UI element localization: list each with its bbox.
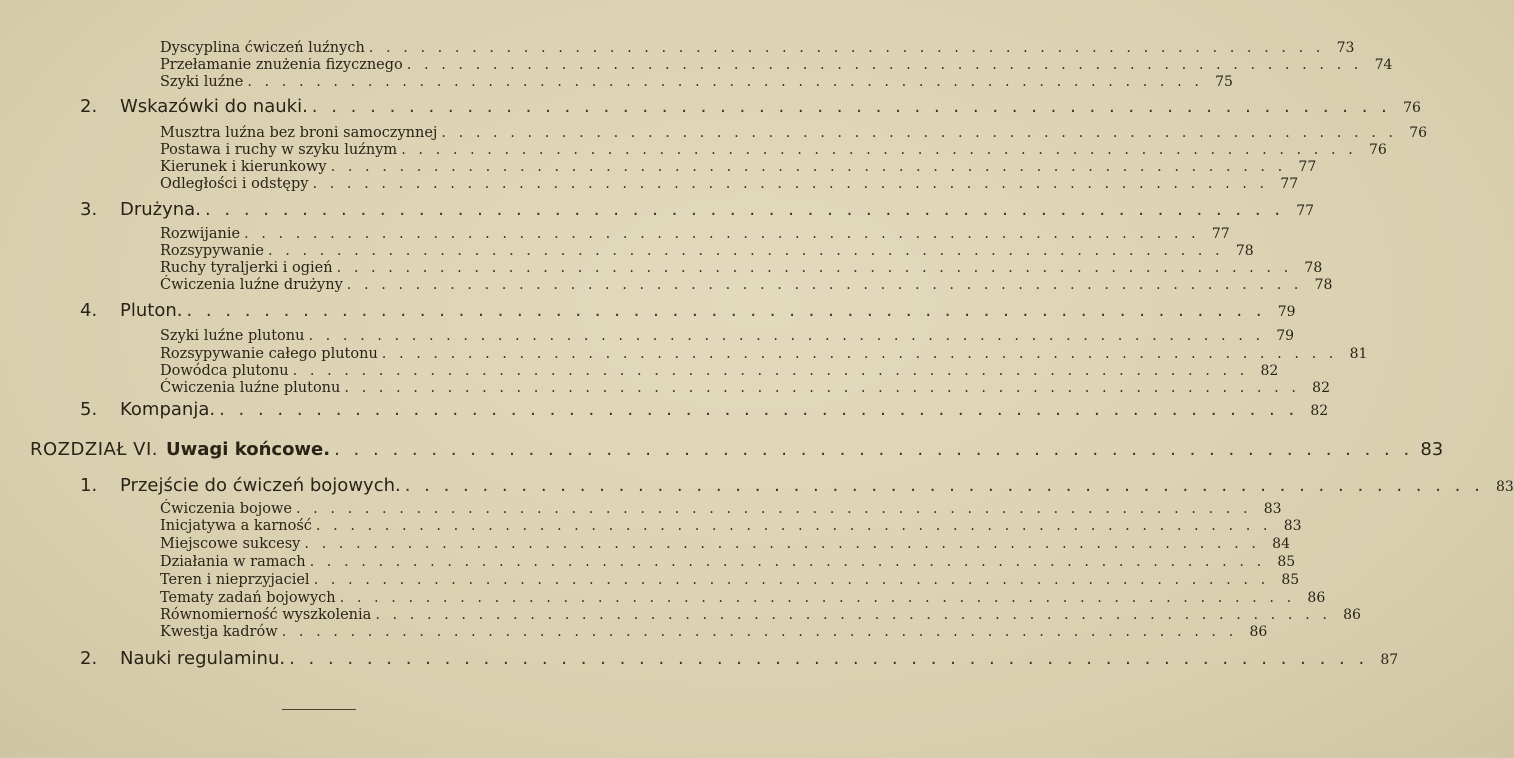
toc-entry — [160, 518, 1302, 535]
page-number: 77 — [1280, 176, 1299, 192]
page-number: 76 — [1368, 142, 1387, 158]
section-number: 1. — [80, 475, 98, 496]
page-number: 73 — [1336, 40, 1355, 56]
toc-entry — [160, 57, 1393, 74]
toc-entry — [160, 328, 1295, 345]
page-number: 87 — [1380, 652, 1399, 668]
entry-title: Działania w ramach — [160, 554, 306, 570]
entry-title: Przełamanie znużenia fizycznego — [160, 57, 403, 73]
entry-title: Ćwiczenia luźne plutonu — [160, 380, 341, 396]
leader-dots: . . . . . . . . . . . . . . . . . . . . . . . . . . . . . . . . . . . . . . . . . . . . . . . . . . . . . . . . — [406, 57, 1363, 73]
section-title: Wskazówki do nauki. — [120, 96, 308, 117]
toc-entry — [160, 277, 1333, 294]
leader-dots: . . . . . . . . . . . . . . . . . . . . . . . . . . . . . . . . . . . . . . . . . . . . . . . . . . . . . . . . — [346, 277, 1303, 293]
leader-dots: . . . . . . . . . . . . . . . . . . . . . . . . . . . . . . . . . . . . . . . . . . . . . . . . . . . . . . . . — [268, 243, 1224, 259]
leader-dots: . . . . . . . . . . . . . . . . . . . . . . . . . . . . . . . . . . . . . . . . . . . . . . . . . . . . . . . . — [313, 572, 1270, 588]
leader-dots: . . . . . . . . . . . . . . . . . . . . . . . . . . . . . . . . . . . . . . . . . . . . . . . . . . . . . . . . — [441, 125, 1398, 141]
toc-entry — [160, 572, 1300, 589]
toc-entry — [160, 74, 1233, 91]
section-number: 5. — [80, 399, 98, 420]
entry-title: Miejscowe sukcesy — [160, 536, 301, 552]
entry-title: Tematy zadań bojowych — [160, 590, 336, 606]
page-number: 83 — [1420, 439, 1444, 460]
page-number: 86 — [1307, 590, 1326, 606]
toc-section-heading — [80, 300, 1296, 322]
page-number: 86 — [1343, 607, 1361, 623]
leader-dots: . . . . . . . . . . . . . . . . . . . . . . . . . . . . . . . . . . . . . . . . . . . . . . . . . . . . . . . . — [219, 399, 1299, 420]
entry-title: Dowódca plutonu — [160, 363, 289, 379]
toc-entry — [160, 554, 1296, 571]
leader-dots: . . . . . . . . . . . . . . . . . . . . . . . . . . . . . . . . . . . . . . . . . . . . . . . . . . . . . . . . — [295, 501, 1252, 517]
toc-entry — [160, 590, 1326, 607]
page-number: 77 — [1298, 159, 1317, 175]
toc-entry — [160, 176, 1299, 193]
entry-title: Inicjatywa a karność — [160, 518, 312, 534]
entry-title: Szyki luźne — [160, 74, 244, 90]
toc-entry — [160, 40, 1355, 57]
page-number: 75 — [1215, 74, 1233, 90]
toc-section-heading — [80, 475, 1514, 497]
leader-dots: . . . . . . . . . . . . . . . . . . . . . . . . . . . . . . . . . . . . . . . . . . . . . . . . . . . . . . . . — [381, 346, 1338, 362]
page-number: 78 — [1304, 260, 1323, 276]
page-number: 83 — [1283, 518, 1302, 534]
leader-dots: . . . . . . . . . . . . . . . . . . . . . . . . . . . . . . . . . . . . . . . . . . . . . . . . . . . . . . . . — [344, 380, 1300, 396]
toc-entry — [160, 380, 1330, 397]
leader-dots: . . . . . . . . . . . . . . . . . . . . . . . . . . . . . . . . . . . . . . . . . . . . . . . . . . . . . . . . — [308, 328, 1265, 344]
page-number: 76 — [1409, 125, 1428, 141]
page-number: 77 — [1211, 226, 1230, 242]
chapter-label: ROZDZIAŁ VI. — [30, 439, 159, 460]
entry-title: Kwestja kadrów — [160, 624, 278, 640]
entry-title: Teren i nieprzyjaciel — [160, 572, 310, 588]
leader-dots: . . . . . . . . . . . . . . . . . . . . . . . . . . . . . . . . . . . . . . . . . . . . . . . . . . . . . . . . — [292, 363, 1249, 379]
section-title: Nauki regulaminu. — [120, 648, 286, 669]
toc-entry — [160, 346, 1368, 363]
section-number: 2. — [80, 96, 98, 117]
entry-title: Szyki luźne plutonu — [160, 328, 305, 344]
leader-dots: . . . . . . . . . . . . . . . . . . . . . . . . . . . . . . . . . . . . . . . . . . . . . . . . . . . . . . . . — [247, 74, 1203, 90]
toc-entry — [160, 363, 1279, 380]
leader-dots: . . . . . . . . . . . . . . . . . . . . . . . . . . . . . . . . . . . . . . . . . . . . . . . . . . . . . . . . — [339, 590, 1296, 606]
page-number: 79 — [1276, 328, 1295, 344]
leader-dots: . . . . . . . . . . . . . . . . . . . . . . . . . . . . . . . . . . . . . . . . . . . . . . . . . . . . . . . . — [289, 648, 1369, 669]
toc-entry — [160, 125, 1428, 142]
toc-entry — [160, 159, 1317, 176]
leader-dots: . . . . . . . . . . . . . . . . . . . . . . . . . . . . . . . . . . . . . . . . . . . . . . . . . . . . . . . . — [336, 260, 1293, 276]
page-number: 76 — [1403, 100, 1421, 116]
entry-title: Równomierność wyszkolenia — [160, 607, 372, 623]
page-number: 83 — [1263, 501, 1282, 517]
leader-dots: . . . . . . . . . . . . . . . . . . . . . . . . . . . . . . . . . . . . . . . . . . . . . . . . . . . . . . . . — [404, 475, 1484, 496]
entry-title: Rozsypywanie — [160, 243, 265, 259]
page-number: 82 — [1310, 403, 1329, 419]
toc-entry — [160, 226, 1230, 243]
section-title: Przejście do ćwiczeń bojowych. — [120, 475, 401, 496]
toc-entry — [160, 607, 1361, 624]
section-title: Kompanja. — [120, 399, 216, 420]
leader-dots: . . . . . . . . . . . . . . . . . . . . . . . . . . . . . . . . . . . . . . . . . . . . . . . . . . . . . . . . — [330, 159, 1287, 175]
leader-dots: . . . . . . . . . . . . . . . . . . . . . . . . . . . . . . . . . . . . . . . . . . . . . . . . . . . . . . . . — [186, 300, 1266, 321]
page-number: 81 — [1349, 346, 1368, 362]
toc-entry — [160, 624, 1268, 641]
leader-dots: . . . . . . . . . . . . . . . . . . . . . . . . . . . . . . . . . . . . . . . . . . . . . . . . . . . . . . . . — [244, 226, 1200, 242]
leader-dots: . . . . . . . . . . . . . . . . . . . . . . . . . . . . . . . . . . . . . . . . . . . . . . . . . . . . . . . . — [315, 518, 1272, 534]
leader-dots: . . . . . . . . . . . . . . . . . . . . . . . . . . . . . . . . . . . . . . . . . . . . . . . . . . . . . . . . — [204, 199, 1285, 220]
entry-title: Rozwijanie — [160, 226, 241, 242]
toc-entry — [160, 536, 1290, 553]
closing-rule — [282, 709, 356, 710]
entry-title: Ćwiczenia bojowe — [160, 501, 292, 517]
leader-dots: . . . . . . . . . . . . . . . . . . . . . . . . . . . . . . . . . . . . . . . . . . . . . . . . . . . . . . . . — [312, 176, 1269, 192]
toc-entry — [160, 142, 1387, 159]
leader-dots: . . . . . . . . . . . . . . . . . . . . . . . . . . . . . . . . . . . . . . . . . . . . . . . . . . . . . . . . — [311, 96, 1391, 117]
toc-chapter-heading — [30, 439, 1444, 461]
page-number: 83 — [1496, 479, 1514, 495]
leader-dots: . . . . . . . . . . . . . . . . . . . . . . . . . . . . . . . . . . . . . . . . . . . . . . . . . . . . . . . . — [334, 439, 1414, 460]
page-number: 86 — [1249, 624, 1268, 640]
leader-dots: . . . . . . . . . . . . . . . . . . . . . . . . . . . . . . . . . . . . . . . . . . . . . . . . . . . . . . . . — [281, 624, 1238, 640]
section-number: 2. — [80, 648, 98, 669]
leader-dots: . . . . . . . . . . . . . . . . . . . . . . . . . . . . . . . . . . . . . . . . . . . . . . . . . . . . . . . . — [375, 607, 1331, 623]
toc-entry — [160, 243, 1254, 260]
leader-dots: . . . . . . . . . . . . . . . . . . . . . . . . . . . . . . . . . . . . . . . . . . . . . . . . . . . . . . . . — [304, 536, 1260, 552]
toc-entry — [160, 501, 1282, 518]
leader-dots: . . . . . . . . . . . . . . . . . . . . . . . . . . . . . . . . . . . . . . . . . . . . . . . . . . . . . . . . — [368, 40, 1325, 56]
leader-dots: . . . . . . . . . . . . . . . . . . . . . . . . . . . . . . . . . . . . . . . . . . . . . . . . . . . . . . . . — [309, 554, 1266, 570]
entry-title: Rozsypywanie całego plutonu — [160, 346, 378, 362]
page-number: 84 — [1272, 536, 1290, 552]
page-number: 82 — [1260, 363, 1279, 379]
leader-dots: . . . . . . . . . . . . . . . . . . . . . . . . . . . . . . . . . . . . . . . . . . . . . . . . . . . . . . . . — [401, 142, 1357, 158]
entry-title: Musztra luźna bez broni samoczynnej — [160, 125, 438, 141]
section-number: 4. — [80, 300, 98, 321]
toc-section-heading — [80, 199, 1315, 221]
entry-title: Postawa i ruchy w szyku luźnym — [160, 142, 398, 158]
toc-section-heading — [80, 96, 1421, 118]
page-number: 77 — [1296, 203, 1315, 219]
section-title: Pluton. — [120, 300, 183, 321]
section-number: 3. — [80, 199, 98, 220]
entry-title: Ruchy tyraljerki i ogień — [160, 260, 333, 276]
toc-entry — [160, 260, 1323, 277]
page-number: 82 — [1312, 380, 1330, 396]
page-number: 78 — [1235, 243, 1254, 259]
toc-section-heading — [80, 399, 1329, 421]
entry-title: Kierunek i kierunkowy — [160, 159, 327, 175]
page-number: 85 — [1281, 572, 1300, 588]
toc-section-heading — [80, 648, 1399, 670]
page-number: 79 — [1277, 304, 1296, 320]
section-title: Drużyna. — [120, 199, 201, 220]
page-number: 85 — [1277, 554, 1296, 570]
page-number: 78 — [1314, 277, 1333, 293]
chapter-title: Uwagi końcowe. — [166, 439, 331, 460]
entry-title: Ćwiczenia luźne drużyny — [160, 277, 343, 293]
page-number: 74 — [1374, 57, 1393, 73]
entry-title: Odległości i odstępy — [160, 176, 309, 192]
entry-title: Dyscyplina ćwiczeń luźnych — [160, 40, 365, 56]
